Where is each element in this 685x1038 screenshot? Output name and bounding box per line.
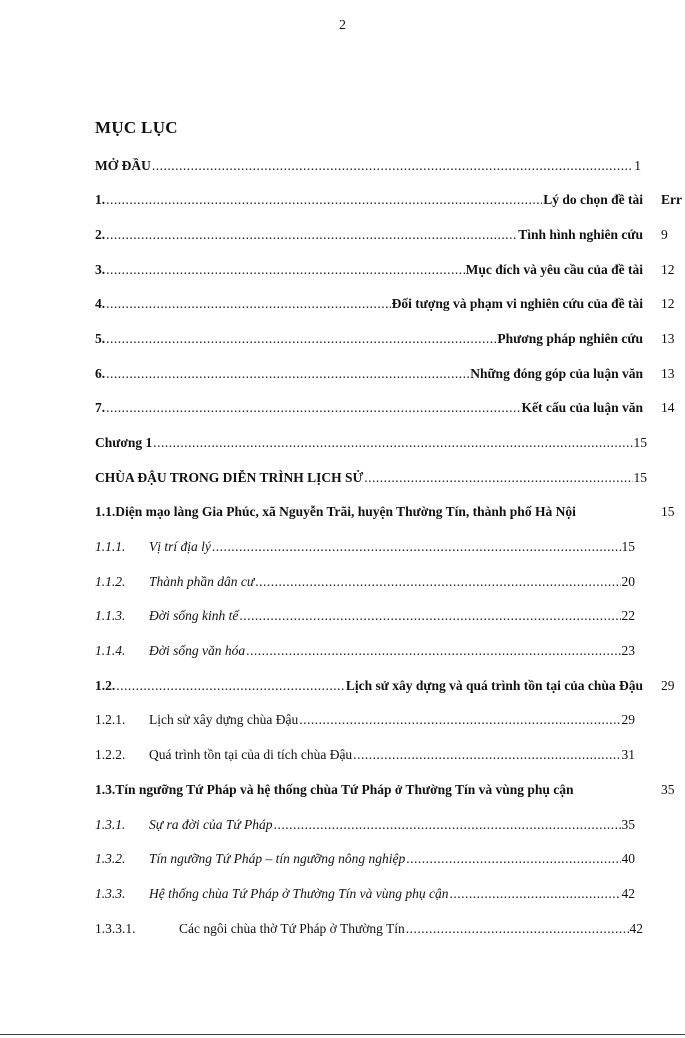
toc-entry-number: 7. bbox=[95, 400, 106, 415]
toc-dot-leader bbox=[106, 262, 465, 278]
toc-entry-label: Đối tượng và phạm vi nghiên cứu của đề tài bbox=[391, 296, 643, 311]
page-bottom-rule bbox=[0, 1034, 685, 1035]
toc-entry-label: Các ngôi chùa thờ Tứ Pháp ở Thường Tín bbox=[179, 921, 405, 936]
toc-entry-number: 1.1.3. bbox=[95, 608, 126, 623]
toc-entry-4[interactable] bbox=[95, 296, 643, 316]
toc-entry-1-3-3[interactable] bbox=[95, 886, 635, 906]
toc-entry-number: 1. bbox=[95, 192, 106, 207]
toc-entry-label: CHÙA ĐẬU TRONG DIỄN TRÌNH LỊCH SỬ bbox=[95, 470, 364, 485]
toc-entry-label: Đời sống văn hóa bbox=[149, 643, 246, 658]
toc-entry-page: 22 bbox=[621, 608, 635, 623]
toc-entry-number: 1.2. bbox=[95, 678, 116, 693]
toc-entry-page: 12 bbox=[661, 296, 675, 311]
toc-entry-label: Những đóng góp của luận văn bbox=[470, 366, 643, 381]
toc-entry-number: 3. bbox=[95, 262, 106, 277]
toc-dot-leader bbox=[406, 851, 620, 867]
toc-entry-6[interactable] bbox=[95, 366, 643, 386]
toc-entry-label: Thành phần dân cư bbox=[149, 574, 255, 589]
toc-entry-label: Quá trình tồn tại của di tích chùa Đậu bbox=[149, 747, 353, 762]
toc-dot-leader bbox=[212, 539, 621, 555]
toc-dot-leader bbox=[116, 678, 345, 694]
toc-dot-leader bbox=[255, 574, 620, 590]
toc-entry-label: Phương pháp nghiên cứu bbox=[497, 331, 643, 346]
toc-entry-number: 2. bbox=[95, 227, 106, 242]
toc-entry-introduction[interactable] bbox=[95, 158, 641, 178]
toc-dot-leader bbox=[353, 747, 620, 763]
toc-dot-leader bbox=[153, 435, 632, 451]
toc-entry-page: 29 bbox=[661, 678, 675, 693]
toc-entry-label: Tình hình nghiên cứu bbox=[518, 227, 643, 242]
toc-dot-leader bbox=[106, 400, 520, 416]
toc-entry-number: 4. bbox=[95, 296, 106, 311]
toc-entry-1-1[interactable] bbox=[95, 504, 661, 524]
toc-dot-leader bbox=[364, 470, 632, 486]
toc-dot-leader bbox=[406, 921, 629, 937]
toc-entry-page: 9 bbox=[661, 227, 668, 242]
toc-entry-label: Đời sống kinh tế bbox=[149, 608, 239, 623]
toc-entry-label: Lý do chọn đề tài bbox=[543, 192, 643, 207]
page-number: 2 bbox=[339, 18, 346, 33]
toc-entry-5[interactable] bbox=[95, 331, 643, 351]
toc-entry-page: 42 bbox=[621, 886, 635, 901]
toc-entry-label: Kết cấu của luận văn bbox=[521, 400, 643, 415]
toc-entry-page: 15 bbox=[621, 539, 635, 554]
toc-entry-label: Lịch sử xây dựng và quá trình tồn tại của chùa Đậu bbox=[345, 678, 643, 693]
toc-entry-label: Mục đích và yêu cầu của đề tài bbox=[465, 262, 643, 277]
toc-entry-label: Lịch sử xây dựng chùa Đậu bbox=[149, 712, 299, 727]
toc-entry-label: Tín ngưỡng Tứ Pháp – tín ngưỡng nông nghiệp bbox=[149, 851, 406, 866]
toc-entry-number: 1.3.1. bbox=[95, 817, 126, 832]
toc-entry-1-3[interactable] bbox=[95, 782, 661, 802]
toc-dot-leader bbox=[239, 608, 620, 624]
toc-entry-page: 23 bbox=[621, 643, 635, 658]
toc-entry-page: 31 bbox=[621, 747, 635, 762]
toc-entry-page: 13 bbox=[661, 331, 675, 346]
toc-entry-number: 1.1.4. bbox=[95, 643, 126, 658]
toc-dot-leader bbox=[299, 712, 620, 728]
toc-entry-number: 1.3.3. bbox=[95, 886, 126, 901]
toc-entry-label: Sự ra đời của Tứ Pháp bbox=[149, 817, 273, 832]
toc-entry-page: 35 bbox=[621, 817, 635, 832]
toc-entry-1[interactable] bbox=[95, 192, 643, 212]
toc-entry-number: 6. bbox=[95, 366, 106, 381]
toc-dot-leader bbox=[106, 192, 542, 208]
toc-entry-number: 1.3.2. bbox=[95, 851, 126, 866]
toc-entry-1-1-2[interactable] bbox=[95, 574, 635, 594]
toc-entry-1-3-2[interactable] bbox=[95, 851, 635, 871]
toc-entry-1-1-1[interactable] bbox=[95, 539, 635, 559]
toc-entry-page: 12 bbox=[661, 262, 675, 277]
toc-entry-chapter-1-title[interactable] bbox=[95, 470, 647, 490]
toc-entry-number: 1.1.2. bbox=[95, 574, 126, 589]
toc-entry-page: 1 bbox=[634, 158, 641, 173]
toc-entry-page: 40 bbox=[621, 851, 635, 866]
toc-entry-label: 1.1.Diện mạo làng Gia Phúc, xã Nguyễn Trãi, huyện Thường Tín, thành phố Hà Nội bbox=[95, 504, 576, 519]
toc-entry-number: 5. bbox=[95, 331, 106, 346]
toc-entry-page: 20 bbox=[621, 574, 635, 589]
toc-title: MỤC LỤC bbox=[95, 118, 178, 137]
toc-entry-number: 1.3.3.1. bbox=[95, 921, 136, 936]
toc-dot-leader bbox=[106, 331, 496, 347]
toc-entry-page: 13 bbox=[661, 366, 675, 381]
toc-entry-7[interactable] bbox=[95, 400, 643, 420]
toc-entry-number: 1.2.1. bbox=[95, 712, 126, 727]
toc-entry-label: 1.3.Tín ngưỡng Tứ Pháp và hệ thống chùa Tứ Pháp ở Thường Tín và vùng phụ cận bbox=[95, 782, 574, 797]
toc-entry-label: Vị trí địa lý bbox=[149, 539, 211, 554]
toc-entry-1-2-1[interactable] bbox=[95, 712, 635, 732]
toc-entry-1-3-1[interactable] bbox=[95, 817, 635, 837]
toc-entry-1-3-3-1[interactable] bbox=[95, 921, 643, 941]
toc-dot-leader bbox=[274, 817, 621, 833]
toc-dot-leader bbox=[106, 227, 517, 243]
toc-entry-1-1-4[interactable] bbox=[95, 643, 635, 663]
toc-entry-page: 14 bbox=[661, 400, 675, 415]
toc-entry-1-2-2[interactable] bbox=[95, 747, 635, 767]
toc-dot-leader bbox=[246, 643, 620, 659]
toc-entry-3[interactable] bbox=[95, 262, 643, 282]
toc-entry-label: Chương 1 bbox=[95, 435, 153, 450]
toc-entry-2[interactable] bbox=[95, 227, 643, 247]
toc-entry-chapter-1[interactable] bbox=[95, 435, 647, 455]
toc-entry-label: Hệ thống chùa Tứ Pháp ở Thường Tín và vùng phụ cận bbox=[149, 886, 449, 901]
toc-entry-page: 42 bbox=[629, 921, 643, 936]
toc-entry-page: 29 bbox=[621, 712, 635, 727]
toc-entry-page: 15 bbox=[661, 504, 675, 519]
toc-entry-page: 35 bbox=[661, 782, 675, 797]
toc-entry-1-1-3[interactable] bbox=[95, 608, 635, 628]
toc-entry-page: Err bbox=[661, 192, 682, 207]
toc-dot-leader bbox=[152, 158, 633, 174]
toc-entry-page: 15 bbox=[633, 470, 647, 485]
toc-dot-leader bbox=[106, 366, 469, 382]
toc-entry-number: 1.2.2. bbox=[95, 747, 126, 762]
toc-entry-page: 15 bbox=[633, 435, 647, 450]
toc-dot-leader bbox=[450, 886, 621, 902]
toc-entry-label: MỞ ĐẦU bbox=[95, 158, 151, 173]
toc-dot-leader bbox=[106, 296, 391, 312]
toc-entry-1-2[interactable] bbox=[95, 678, 643, 698]
toc-entry-number: 1.1.1. bbox=[95, 539, 126, 554]
